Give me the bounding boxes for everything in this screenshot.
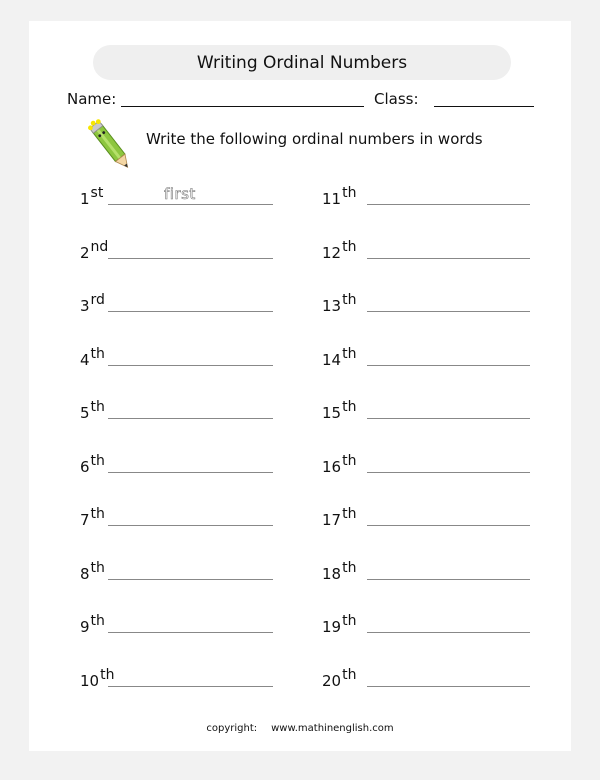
ordinal-suffix: th	[90, 399, 105, 415]
ordinal-suffix: th	[342, 613, 357, 629]
answer-line[interactable]	[108, 418, 273, 419]
ordinal-item	[80, 179, 273, 213]
ordinal-number	[322, 613, 357, 636]
ordinal-digit: 9	[80, 618, 90, 636]
ordinal-suffix: th	[90, 506, 105, 522]
ordinal-number	[322, 559, 357, 583]
class-field[interactable]	[434, 106, 534, 107]
ordinal-item	[80, 447, 273, 481]
ordinal-suffix: th	[90, 452, 105, 469]
ordinal-suffix: th	[342, 559, 357, 576]
ordinal-digit: 15	[322, 404, 342, 422]
answer-line[interactable]	[367, 632, 530, 633]
ordinal-suffix: th	[342, 452, 357, 469]
ordinal-item	[322, 607, 530, 641]
pencil-icon	[86, 115, 136, 177]
ordinal-number	[80, 185, 104, 208]
ordinal-number	[322, 399, 357, 422]
ordinal-item	[322, 286, 530, 320]
example-answer: first	[164, 185, 196, 203]
ordinal-suffix: th	[90, 613, 105, 629]
ordinal-suffix: th	[90, 345, 105, 362]
ordinal-item	[80, 607, 273, 641]
ordinal-number	[322, 345, 357, 369]
answer-line[interactable]	[367, 686, 530, 687]
ordinal-suffix: th	[342, 666, 357, 683]
ordinal-suffix: st	[90, 185, 104, 201]
answer-line[interactable]	[108, 311, 273, 312]
worksheet-title: Writing Ordinal Numbers	[196, 52, 408, 73]
copyright-footer	[0, 723, 600, 734]
ordinal-digit: 20	[322, 671, 342, 690]
name-field[interactable]	[121, 106, 364, 107]
ordinal-digit: 2	[80, 243, 90, 262]
worksheet-title-banner	[93, 45, 511, 80]
answer-line[interactable]	[367, 418, 530, 419]
ordinal-number	[322, 185, 357, 208]
ordinal-item	[322, 500, 530, 534]
copyright-label: copyright:	[206, 723, 258, 734]
ordinal-number	[322, 452, 357, 476]
ordinal-item	[322, 661, 530, 695]
answer-line[interactable]	[108, 525, 273, 526]
ordinal-digit: 8	[80, 564, 90, 583]
ordinal-item	[80, 661, 273, 695]
ordinal-digit: 5	[80, 404, 90, 422]
answer-line[interactable]	[108, 472, 273, 473]
ordinal-digit: 16	[322, 457, 342, 476]
answer-line[interactable]	[108, 258, 273, 259]
ordinal-item	[322, 233, 530, 267]
ordinal-suffix: rd	[90, 292, 105, 308]
class-label: Class:	[374, 90, 419, 108]
ordinal-item	[80, 500, 273, 534]
ordinal-suffix: th	[342, 185, 357, 201]
name-class-row	[67, 88, 537, 112]
ordinal-item	[80, 286, 273, 320]
ordinal-item	[80, 393, 273, 427]
answer-line[interactable]	[108, 204, 273, 205]
answer-line[interactable]	[108, 579, 273, 580]
ordinal-digit: 7	[80, 511, 90, 529]
ordinal-suffix: th	[100, 666, 115, 683]
answer-line[interactable]	[367, 472, 530, 473]
ordinal-number	[322, 238, 357, 262]
answer-line[interactable]	[367, 365, 530, 366]
ordinal-item	[322, 393, 530, 427]
ordinal-digit: 13	[322, 297, 342, 315]
ordinal-suffix: nd	[90, 238, 109, 255]
ordinal-digit: 19	[322, 618, 342, 636]
ordinal-suffix: th	[342, 238, 357, 255]
ordinal-suffix: th	[342, 399, 357, 415]
ordinal-number	[80, 452, 105, 476]
ordinal-item	[322, 179, 530, 213]
ordinal-number	[322, 666, 357, 690]
ordinal-digit: 3	[80, 297, 90, 315]
ordinal-item	[322, 340, 530, 374]
ordinal-item	[322, 447, 530, 481]
answer-line[interactable]	[108, 632, 273, 633]
ordinal-number	[80, 238, 109, 262]
ordinal-digit: 18	[322, 564, 342, 583]
ordinal-suffix: th	[342, 506, 357, 522]
ordinal-item	[322, 554, 530, 588]
ordinal-suffix: th	[342, 292, 357, 308]
ordinal-digit: 14	[322, 350, 342, 369]
ordinal-digit: 10	[80, 671, 100, 690]
ordinal-digit: 11	[322, 190, 342, 208]
answer-line[interactable]	[108, 686, 273, 687]
answer-line[interactable]	[108, 365, 273, 366]
ordinal-item	[80, 340, 273, 374]
answer-line[interactable]	[367, 525, 530, 526]
ordinal-digit: 6	[80, 457, 90, 476]
ordinal-number	[80, 559, 105, 583]
ordinal-number	[80, 613, 105, 636]
answer-line[interactable]	[367, 579, 530, 580]
ordinal-number	[322, 506, 357, 529]
name-label: Name:	[67, 90, 117, 108]
ordinal-number	[80, 399, 105, 422]
instruction-text: Write the following ordinal numbers in words	[146, 130, 483, 148]
ordinal-digit: 4	[80, 350, 90, 369]
ordinal-digit: 1	[80, 190, 90, 208]
ordinal-number	[80, 292, 105, 315]
answer-line[interactable]	[367, 258, 530, 259]
ordinal-digit: 17	[322, 511, 342, 529]
answer-line[interactable]	[367, 311, 530, 312]
answer-line[interactable]	[367, 204, 530, 205]
ordinal-item	[80, 554, 273, 588]
ordinal-number	[322, 292, 357, 315]
ordinal-digit: 12	[322, 243, 342, 262]
ordinal-item	[80, 233, 273, 267]
ordinal-number	[80, 345, 105, 369]
ordinal-suffix: th	[342, 345, 357, 362]
ordinal-suffix: th	[90, 559, 105, 576]
copyright-site: www.mathinenglish.com	[271, 723, 394, 734]
ordinal-number	[80, 506, 105, 529]
